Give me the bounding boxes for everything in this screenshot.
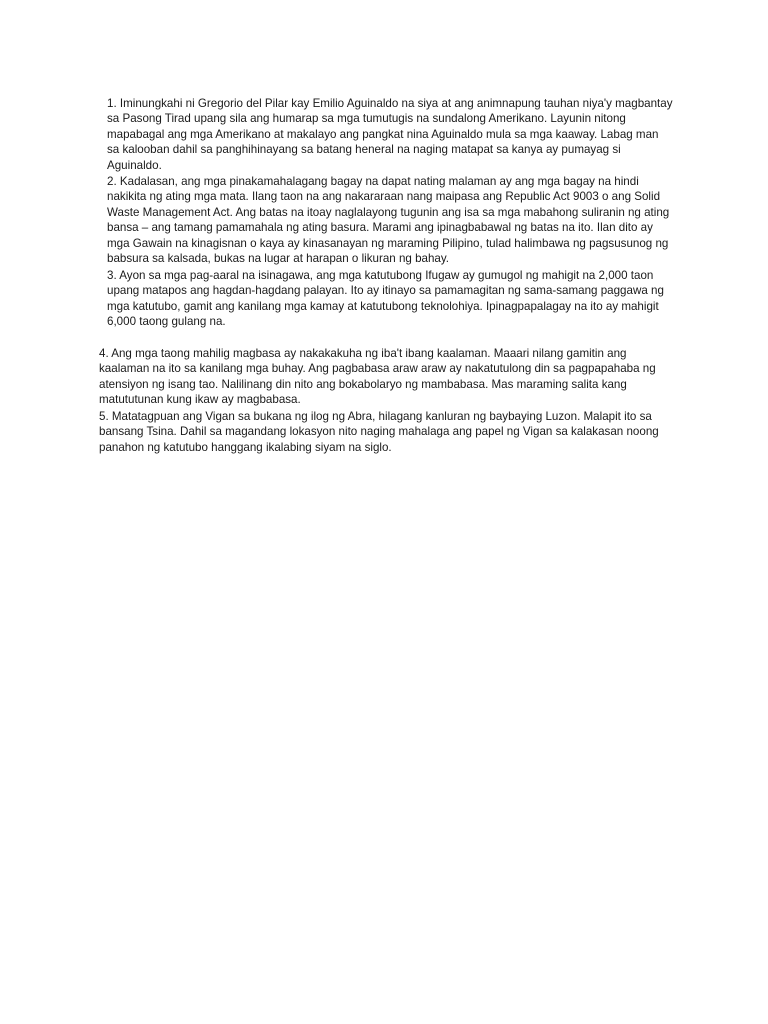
paragraph-line: panahon ng katutubo hanggang ikalabing siyam na siglo. bbox=[99, 440, 392, 454]
paragraph-line: sa Pasong Tirad upang sila ang humarap sa mga tumutugis na sundalong Amerikano. Layunin nitong bbox=[107, 112, 626, 126]
paragraph-line: babsura sa kalsada, bukas na lugar at harapan o likuran ng bahay. bbox=[107, 252, 450, 266]
paragraph-line: matututunan kung ikaw ay magbabasa. bbox=[99, 393, 301, 407]
paragraph-line: 5. Matatagpuan ang Vigan sa bukana ng ilog ng Abra, hilagang kanluran ng baybaying Luzon. Malapit ito sa bbox=[99, 410, 652, 423]
paragraph-line: mga katutubo, gamit ang kanilang mga kamay at katutubong teknolohiya. Ipinagpapalagay na ito ay mahigit bbox=[107, 299, 659, 313]
paragraph-2 bbox=[107, 174, 669, 266]
paragraph-3 bbox=[107, 268, 664, 330]
paragraph-line: upang matapos ang hagdan-hagdang palayan. Ito ay itinayo sa pamamagitan ng sama-samang paggawa ng bbox=[107, 284, 664, 298]
paragraph-line: nakikita ng ating mga mata. Ilang taon na ang nakararaan nang maipasa ang Republic Act 9003 o ang Solid bbox=[107, 190, 661, 204]
paragraph-line: mapabagal ang mga Amerikano at makalayo ang pangkat nina Aguinaldo mula sa mga kaaway. Labag man bbox=[107, 127, 659, 141]
paragraph-5 bbox=[99, 409, 659, 455]
paragraph-line: bansang Tsina. Dahil sa magandang lokasyon nito naging mahalaga ang papel ng Vigan sa kalakasan noong bbox=[99, 425, 659, 439]
paragraph-line: bansa – ang tamang pamamahala ng ating basura. Marami ang ipinagbabawal ng batas na ito. Ilan dito ay bbox=[107, 221, 653, 235]
paragraph-line: sa kalooban dahil sa panghihinayang sa batang heneral na naging matapat sa kanya ay pumayag si bbox=[107, 143, 621, 157]
paragraph-line: atensiyon ng isang tao. Nalilinang din nito ang bokabolaryo ng mambabasa. Mas maraming salita kang bbox=[99, 377, 627, 391]
paragraph-line: 2. Kadalasan, ang mga pinakamahalagang bagay na dapat nating malaman ay ang mga bagay na hindi bbox=[107, 175, 639, 188]
paragraph-4 bbox=[99, 346, 656, 408]
paragraph-line: 1. Iminungkahi ni Gregorio del Pilar kay Emilio Aguinaldo na siya at ang animnapung tauhan niya'y magbantay bbox=[107, 97, 673, 110]
paragraph-line: Waste Management Act. Ang batas na itoay naglalayong tugunin ang isa sa mga mabahong suliranin ng ating bbox=[107, 205, 670, 219]
paragraph-1 bbox=[107, 96, 673, 173]
paragraph-line: 4. Ang mga taong mahilig magbasa ay nakakakuha ng iba't ibang kaalaman. Maaari nilang gamitin ang bbox=[99, 347, 627, 360]
paragraph-line: 3. Ayon sa mga pag-aaral na isinagawa, ang mga katutubong Ifugaw ay gumugol ng mahigit na 2,000 taon bbox=[107, 269, 654, 282]
paragraph-line: 6,000 taong gulang na. bbox=[107, 315, 226, 329]
paragraph-line: mga Gawain na kinagisnan o kaya ay kinasanayan ng maraming Pilipino, tulad halimbawa ng pagsusunog ng bbox=[107, 236, 669, 250]
paragraph-line: Aguinaldo. bbox=[107, 158, 162, 172]
paragraph-line: kaalaman na ito sa kanilang mga buhay. Ang pagbabasa araw araw ay nakatutulong din sa pagpapahaba ng bbox=[99, 362, 656, 376]
